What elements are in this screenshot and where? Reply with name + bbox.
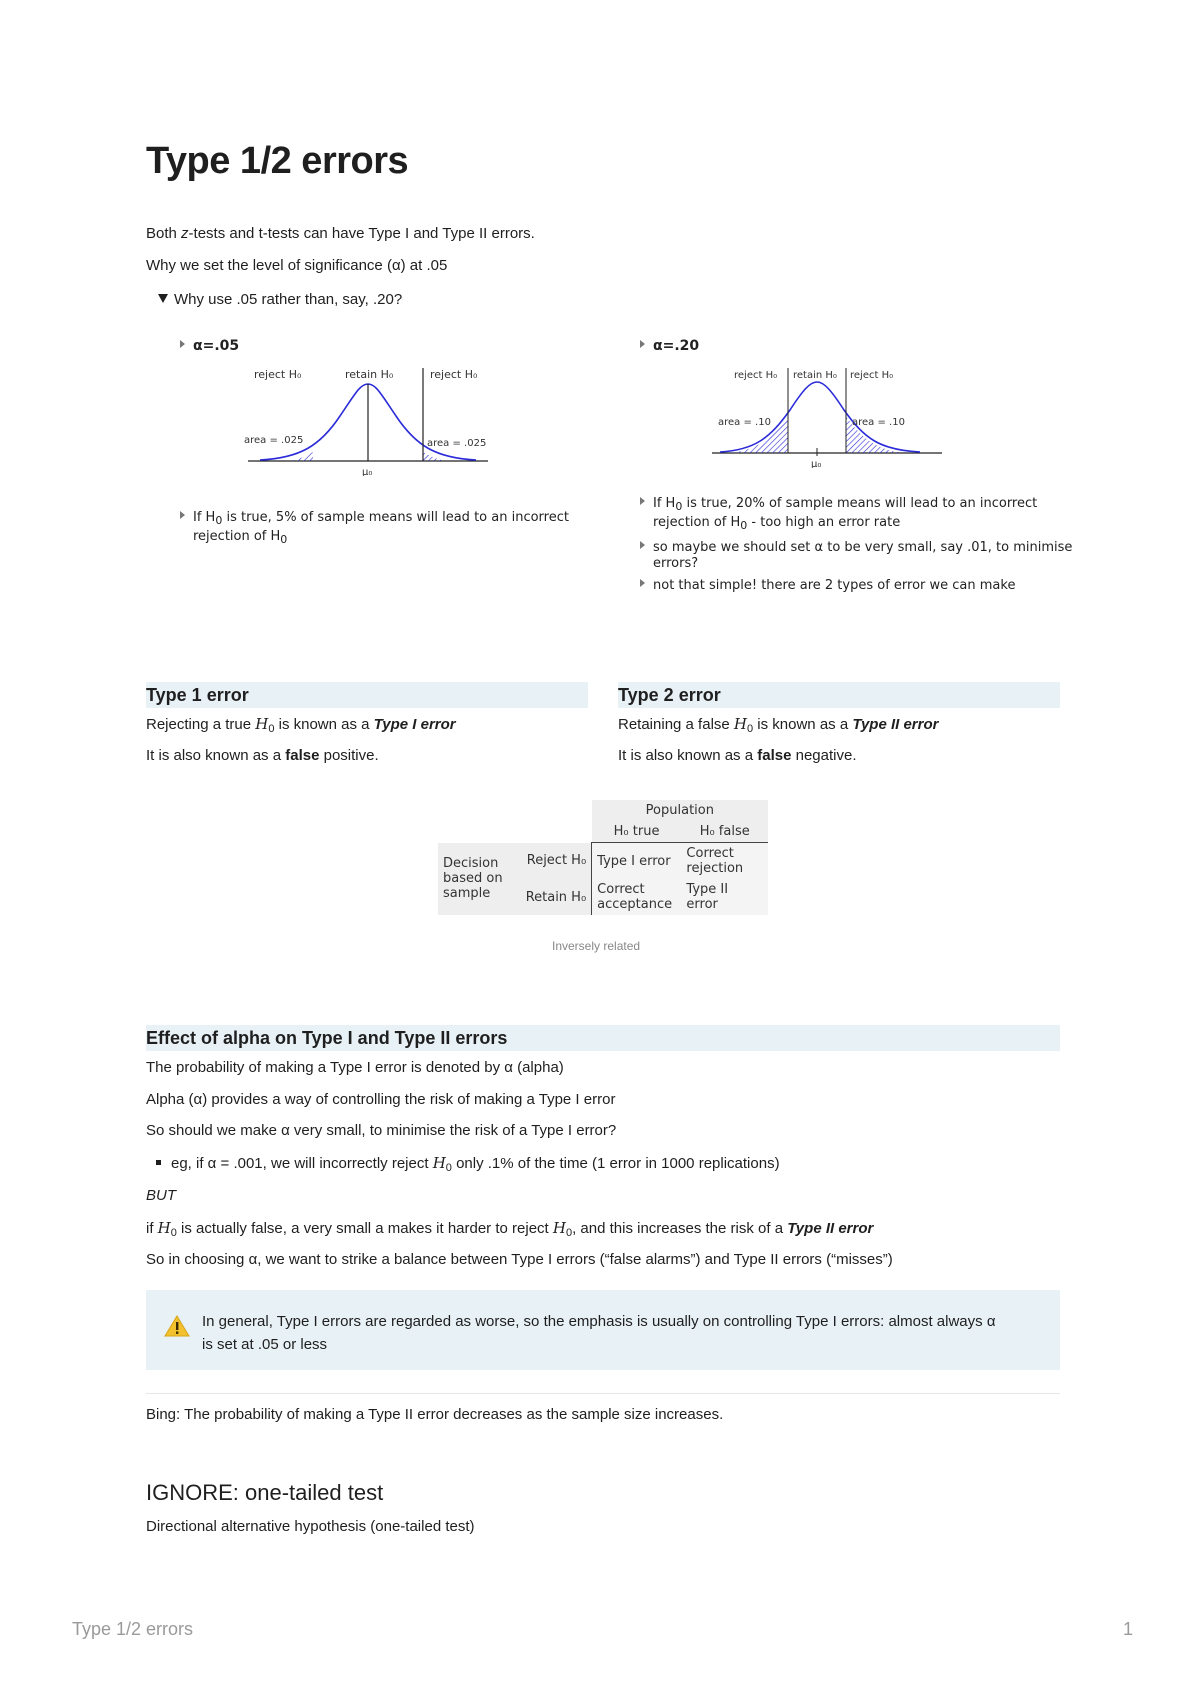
left-tail-area [290,452,313,461]
retain-row-label: Retain H₀ [518,879,592,915]
effect-but: BUT [146,1187,176,1204]
table-caption: Inversely related [552,939,641,953]
slide-bullet-text: If $H_0$ is true, 5% of sample means will lead to an incorrect rejection of $H_0$ [180,510,610,548]
cell-correct-rejection: Correct rejection [681,843,768,880]
type1-definition: Rejecting a true $H_0$ is known as a Type I error [146,715,456,735]
page-title: Type 1/2 errors [146,140,409,182]
slide-heading: α=.05 [180,338,239,354]
population-header: Population [592,800,768,821]
type1-heading: Type 1 error [146,682,588,708]
toggle-triangle-icon[interactable] [158,294,168,303]
slide-alpha-05 [180,338,610,548]
label-area-right: area = .025 [427,438,487,449]
slide-bullet-icon [180,340,185,348]
slide-bullet-icon [640,579,645,587]
page-number: 1 [1123,1619,1134,1639]
slide-alpha-20 [640,338,1073,598]
label-retain: retain H₀ [345,368,394,381]
slide-bullet-icon [180,511,185,519]
ignore-text: Directional alternative hypothesis (one-tailed test) [146,1518,475,1535]
effect-p2: Alpha (α) provides a way of controlling the risk of making a Type I error [146,1091,616,1108]
warning-callout [146,1290,1060,1370]
label-area-left: area = .025 [244,435,304,446]
footer-title: Type 1/2 errors [72,1619,194,1639]
slide-bullet-icon [640,340,645,348]
effect-p3: So should we make α very small, to minimise the risk of a Type I error? [146,1122,617,1139]
slide-bullet-3: not that simple! there are 2 types of error we can make [640,578,1080,594]
effect-heading: Effect of alpha on Type I and Type II errors [146,1025,1060,1051]
cell-type2-error: Type II error [681,879,768,915]
reject-row-label: Reject H₀ [518,843,592,880]
slide-bullets [640,496,1080,594]
slide-heading: α=.20 [640,338,699,354]
effect-p5: So in choosing α, we want to strike a balance between Type I errors (“false alarms”) and Type II errors (“misses”) [146,1251,893,1268]
ignore-heading: IGNORE: one-tailed test [146,1480,384,1505]
why-heading: Why we set the level of significance (α) at .05 [146,257,448,274]
slide-bullet-icon [640,541,645,549]
label-retain: retain H₀ [793,370,837,381]
type2-alias: It is also known as a false negative. [618,747,857,764]
normal-curve-chart [710,368,950,468]
divider [146,1393,1060,1394]
type1-alias: It is also known as a false positive. [146,747,379,764]
label-reject-right: reject H₀ [430,368,478,381]
label-area-left: area = .10 [718,417,771,428]
right-tail-area [423,452,446,461]
label-reject-left: reject H₀ [254,368,302,381]
bing-note: Bing: The probability of making a Type II error decreases as the sample size increases. [146,1406,724,1423]
warning-icon [164,1314,190,1338]
effect-p4: if $H_0$ is actually false, a very small a makes it harder to reject $H_0$, and this increases the risk of a Type II error [146,1219,874,1239]
type2-definition: Retaining a false $H_0$ is known as a Type II error [618,715,939,735]
h0-false-header: H₀ false [681,821,768,843]
label-mu: μ₀ [362,467,373,476]
toggle-block[interactable]: Why use .05 rather than, say, .20? [158,290,402,310]
slide-bullet-2: so maybe we should set α to be very small, say .01, to minimise errors? [640,540,1080,572]
h0-true-header: H₀ true [592,821,682,843]
slide-bullet-icon [640,497,645,505]
bullet-icon [156,1160,161,1165]
intro-text: Both z-tests and t-tests can have Type I and Type II errors. [146,225,535,242]
slide-bullet-1: If $H_0$ is true, 20% of sample means will lead to an incorrect rejection of $H_0$ - too high an error rate [640,496,1080,534]
type2-heading: Type 2 error [618,682,1060,708]
normal-curve-chart [240,366,500,476]
label-mu: μ₀ [811,459,822,468]
callout-text: In general, Type I errors are regarded as worse, so the emphasis is usually on controlling Type I errors: almost always α is set at .05 or less [202,1313,996,1353]
effect-p1: The probability of making a Type I error is denoted by α (alpha) [146,1059,564,1076]
label-reject-right: reject H₀ [850,370,894,381]
cell-type1-error: Type I error [592,843,682,880]
decision-label: Decision based on sample [438,843,518,916]
cell-correct-acceptance: Correct acceptance [592,879,682,915]
label-area-right: area = .10 [852,417,905,428]
decision-table [438,800,768,915]
label-reject-left: reject H₀ [734,370,778,381]
effect-bullet: eg, if α = .001, we will incorrectly reject $H_0$ only .1% of the time (1 error in 1000 replications) [156,1153,780,1178]
